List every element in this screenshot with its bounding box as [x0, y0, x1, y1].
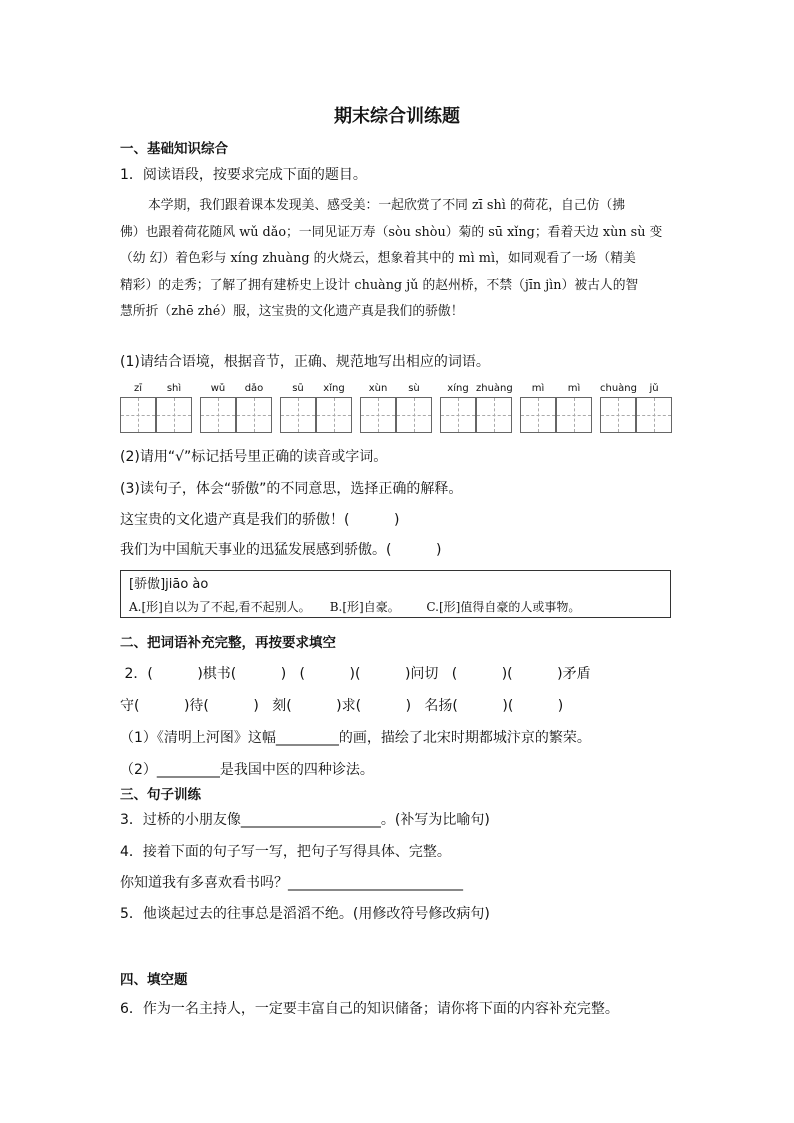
question-3: 3．过桥的小朋友像____________________。(补写为比喻句) — [120, 812, 490, 828]
passage-line-4: 精彩）的走秀；了解了拥有建桥史上设计 chuàng jǔ 的赵州桥，不禁（jīn jìn）被古人的智 — [120, 277, 639, 293]
pinyin-label: chuàng — [600, 383, 637, 394]
question-6: 6．作为一名主持人，一定要丰富自己的知识储备；请你将下面的内容补充完整。 — [120, 1001, 619, 1017]
fill-blank-2: （2）_________是我国中医的四种诊法。 — [120, 762, 374, 778]
section4-heading: 四、填空题 — [120, 972, 188, 988]
passage-line-3: （幼 幻）着色彩与 xíng zhuàng 的火烧云，想象着其中的 mì mì，如同观看了一场（精美 — [120, 251, 636, 266]
idiom-fill-line-2: 守( )待( ) 刻( )求( ) 名扬( )( ) — [120, 698, 564, 714]
pinyin-label: dǎo — [244, 383, 264, 394]
tianzige-box[interactable] — [120, 397, 156, 433]
tianzige-box[interactable] — [556, 397, 592, 433]
reading-passage — [120, 193, 676, 326]
tianzige-box[interactable] — [156, 397, 192, 433]
sub-question-2: (2)请用“√”标记括号里正确的读音或字词。 — [120, 449, 388, 465]
passage-line-2: 佛）也跟着荷花随风 wǔ dǎo；一同见证万寿（sòu shòu）菊的 sū xǐng；看着天边 xùn sù 变 — [120, 224, 663, 240]
dictionary-entry-definitions: A.[形]自以为了不起,看不起别人。 B.[形]自豪。 C.[形]值得自豪的人或事物。 — [129, 600, 581, 614]
tianzige-box[interactable] — [280, 397, 316, 433]
passage-line-5: 慧所折（zhē zhé）服，这宝贵的文化遗产真是我们的骄傲！ — [120, 304, 464, 319]
dictionary-entry-head: [骄傲]jiāo ào — [129, 577, 209, 592]
pinyin-label: mì — [567, 383, 581, 394]
pinyin-label: xǐng — [323, 383, 345, 394]
sub-question-3: (3)读句子，体会“骄傲”的不同意思，选择正确的解释。 — [120, 481, 463, 497]
question-5: 5．他谈起过去的往事总是滔滔不绝。(用修改符号修改病句) — [120, 906, 490, 922]
section2-heading: 二、把词语补充完整，再按要求填空 — [120, 635, 336, 651]
pinyin-label: shì — [166, 383, 182, 394]
pinyin-label: mì — [531, 383, 545, 394]
pinyin-label: zhuàng — [476, 383, 513, 394]
tianzige-box[interactable] — [600, 397, 636, 433]
tianzige-box[interactable] — [200, 397, 236, 433]
tianzige-box[interactable] — [476, 397, 512, 433]
tianzige-box[interactable] — [236, 397, 272, 433]
sentence-1: 这宝贵的文化遗产真是我们的骄傲！( ) — [120, 512, 400, 528]
page-title: 期末综合训练题 — [334, 106, 460, 127]
pinyin-label: jǔ — [649, 383, 659, 394]
sentence-2: 我们为中国航天事业的迅猛发展感到骄傲。( ) — [120, 542, 442, 558]
tianzige-box[interactable] — [396, 397, 432, 433]
tianzige-box[interactable] — [360, 397, 396, 433]
tianzige-box[interactable] — [520, 397, 556, 433]
pinyin-label: xíng — [447, 383, 469, 394]
tianzige-box[interactable] — [440, 397, 476, 433]
pinyin-label: sū — [292, 383, 304, 394]
pinyin-label: zī — [133, 383, 143, 394]
tianzige-box[interactable] — [636, 397, 672, 433]
sub-question-1: (1)请结合语境，根据音节，正确、规范地写出相应的词语。 — [120, 354, 490, 370]
section3-heading: 三、句子训练 — [120, 787, 201, 803]
section1-heading: 一、基础知识综合 — [120, 141, 228, 157]
fill-blank-1: （1）《清明上河图》这幅_________的画，描绘了北宋时期都城汴京的繁荣。 — [120, 730, 591, 746]
pinyin-label: sù — [408, 383, 420, 394]
idiom-fill-line-1: 2．( )棋书( ) ( )( )问切 ( )( )矛盾 — [120, 666, 591, 682]
pinyin-label: wǔ — [210, 383, 226, 394]
passage-line-1: 本学期，我们跟着课本发现美、感受美：一起欣赏了不同 zī shì 的荷花，自己仿（拂 — [148, 198, 626, 213]
tianzige-box[interactable] — [316, 397, 352, 433]
question-4: 4．接着下面的句子写一写，把句子写得具体、完整。 — [120, 844, 451, 860]
q1-stem: 1．阅读语段，按要求完成下面的题目。 — [120, 167, 367, 183]
dictionary-box — [120, 570, 671, 618]
question-4-prompt: 你知道我有多喜欢看书吗？_________________________ — [120, 875, 463, 891]
pinyin-label: xùn — [368, 383, 388, 394]
